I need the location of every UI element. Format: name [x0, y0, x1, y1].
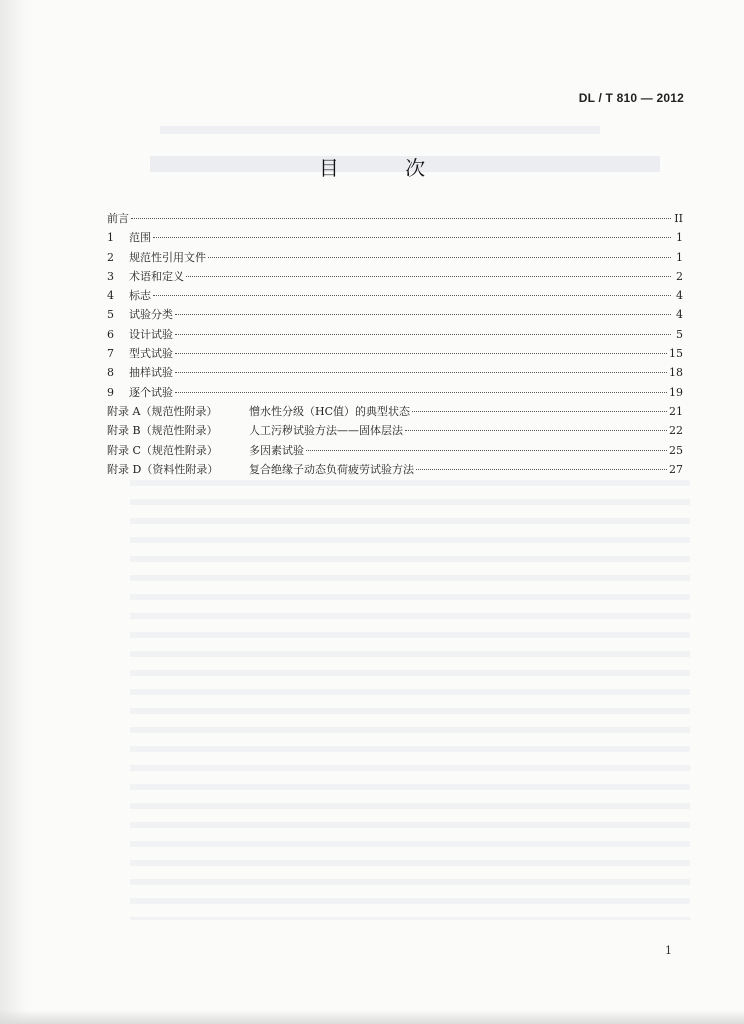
- toc-entry-page: 21: [669, 404, 683, 418]
- toc-annex-prefix: 附录 B（规范性附录）: [107, 424, 218, 438]
- page-title: 目 次: [318, 156, 456, 180]
- toc-annex-b[interactable]: [107, 422, 683, 441]
- toc-entry-page: 4: [676, 289, 683, 303]
- toc-entry-page: 19: [669, 385, 683, 399]
- toc-entry-page: 1: [676, 231, 683, 245]
- toc-entry-1[interactable]: [107, 229, 683, 248]
- toc-entry-number: 6: [107, 327, 114, 341]
- toc-leader-dots: [175, 372, 667, 373]
- toc-entry-number: 3: [107, 269, 114, 283]
- toc-leader-dots: [405, 430, 667, 431]
- toc-entry-number: 5: [107, 308, 114, 322]
- toc-entry-page: 4: [676, 308, 683, 322]
- toc-entry-page: 25: [669, 443, 683, 457]
- toc-annex-a[interactable]: [107, 403, 683, 422]
- toc-annex-c[interactable]: [107, 442, 683, 461]
- toc-leader-dots: [306, 450, 667, 451]
- toc-entry-number: 9: [107, 385, 114, 399]
- toc-entry-page: 5: [676, 327, 683, 341]
- toc-entry-3[interactable]: [107, 268, 683, 287]
- toc-entry-page: 18: [669, 366, 683, 380]
- toc-leader-dots: [208, 257, 671, 258]
- bleed-through-text: [130, 480, 690, 920]
- page-number: 1: [665, 944, 672, 957]
- toc-annex-prefix: 附录 D（资料性附录）: [107, 462, 219, 476]
- toc-entry-4[interactable]: [107, 287, 683, 306]
- toc-leader-dots: [175, 334, 671, 335]
- toc-entry-label: 规范性引用文件: [129, 250, 206, 264]
- toc-entry-label: 逐个试验: [129, 385, 173, 399]
- toc-leader-dots: [153, 237, 671, 238]
- document-code: DL / T 810 — 2012: [578, 91, 684, 105]
- toc-entry-page: 22: [669, 424, 683, 438]
- scan-edge-bottom: [0, 1010, 744, 1024]
- toc-entry-8[interactable]: [107, 364, 683, 383]
- toc-leader-dots: [175, 314, 671, 315]
- toc-entry-label: 人工污秽试验方法——固体层法: [249, 424, 403, 438]
- toc-leader-dots: [412, 411, 667, 412]
- toc-leader-dots: [175, 353, 667, 354]
- table-of-contents: [107, 210, 683, 480]
- toc-entry-number: 1: [107, 231, 114, 245]
- toc-entry-label: 标志: [129, 289, 151, 303]
- bleed-through-subtitle: [160, 126, 600, 134]
- toc-entry-page: 27: [669, 462, 683, 476]
- toc-entry-label: 型式试验: [129, 347, 173, 361]
- toc-entry-page: 15: [669, 347, 683, 361]
- toc-entry-7[interactable]: [107, 345, 683, 364]
- toc-entry-foreword[interactable]: [107, 210, 683, 229]
- toc-entry-page: II: [674, 212, 683, 225]
- toc-leader-dots: [416, 469, 667, 470]
- toc-entry-number: 7: [107, 347, 114, 361]
- toc-entry-6[interactable]: [107, 326, 683, 345]
- toc-entry-page: 2: [676, 269, 683, 283]
- toc-entry-page: 1: [676, 250, 683, 264]
- toc-entry-label: 多因素试验: [249, 443, 304, 457]
- toc-entry-number: 8: [107, 366, 114, 380]
- toc-annex-d[interactable]: [107, 461, 683, 480]
- toc-leader-dots: [175, 392, 667, 393]
- toc-leader-dots: [153, 295, 671, 296]
- toc-entry-label: 范围: [129, 231, 151, 245]
- toc-entry-label: 前言: [107, 212, 129, 225]
- toc-entry-9[interactable]: [107, 384, 683, 403]
- toc-entry-label: 设计试验: [129, 327, 173, 341]
- toc-entry-2[interactable]: [107, 249, 683, 268]
- toc-entry-5[interactable]: [107, 306, 683, 325]
- toc-entry-label: 术语和定义: [129, 269, 184, 283]
- toc-leader-dots: [131, 218, 671, 219]
- toc-entry-number: 2: [107, 250, 114, 264]
- toc-entry-label: 复合绝缘子动态负荷疲劳试验方法: [249, 462, 414, 476]
- toc-entry-number: 4: [107, 289, 114, 303]
- toc-entry-label: 试验分类: [129, 308, 173, 322]
- toc-entry-label: 抽样试验: [129, 366, 173, 380]
- toc-annex-prefix: 附录 A（规范性附录）: [107, 404, 218, 418]
- toc-entry-label: 憎水性分级（HC值）的典型状态: [249, 404, 411, 418]
- toc-leader-dots: [186, 276, 671, 277]
- toc-annex-prefix: 附录 C（规范性附录）: [107, 443, 218, 457]
